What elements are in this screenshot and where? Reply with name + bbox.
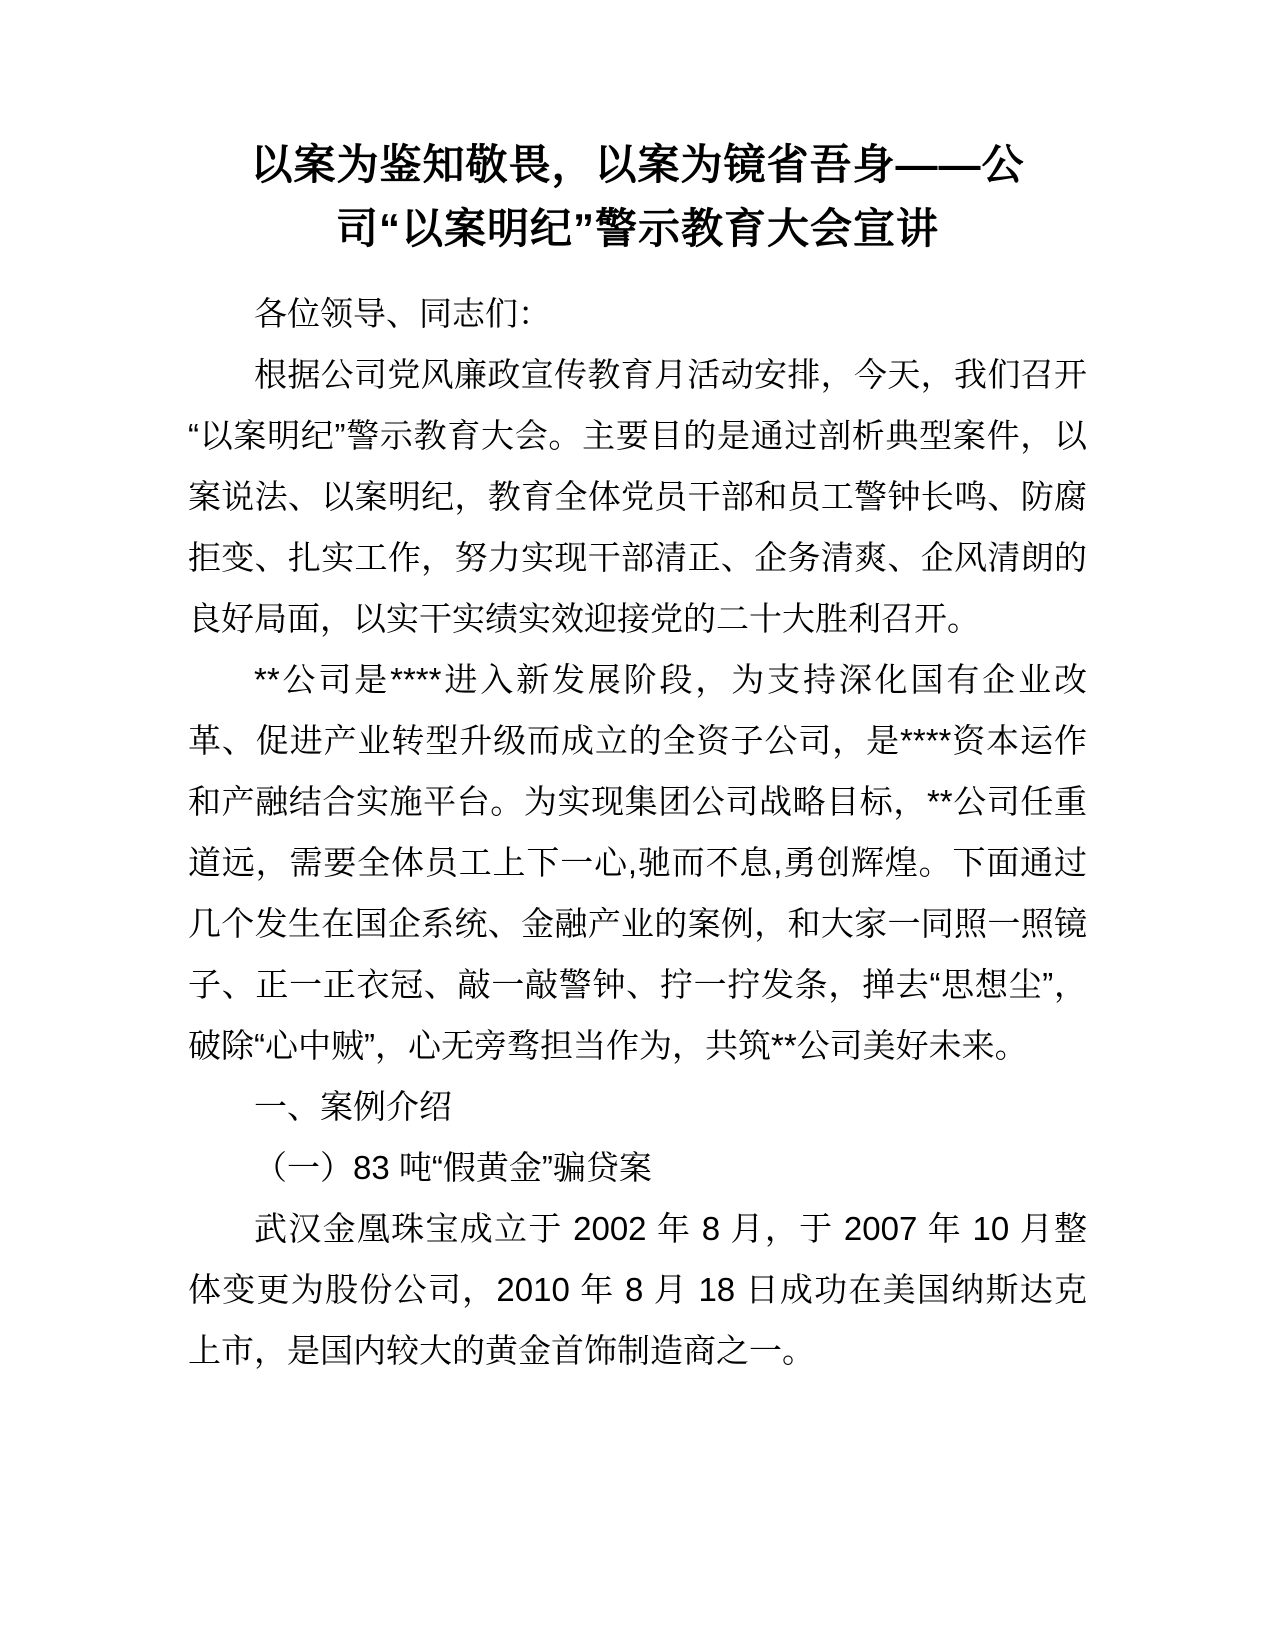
paragraph-kingold-history: 武汉金凰珠宝成立于 2002 年 8 月，于 2007 年 10 月整体变更为股份公司，2010 年 8 月 18 日成功在美国纳斯达克上市，是国内较大的黄金首饰制造商之一。: [188, 1210, 1087, 1369]
section-heading-case-introduction: 一、案例介绍: [254, 1088, 452, 1125]
paragraph-meeting-purpose: 根据公司党风廉政宣传教育月活动安排，今天，我们召开“以案明纪”警示教育大会。主要目的是通过剖析典型案件，以案说法、以案明纪，教育全体党员干部和员工警钟长鸣、防腐拒变、扎实工作，努力实现干部清正、企务清爽、企风清朗的良好局面，以实干实绩实效迎接党的二十大胜利召开。: [188, 356, 1087, 637]
subsection-heading-fake-gold-case: （一）83 吨“假黄金”骗贷案: [254, 1149, 652, 1186]
paragraph-company-background: **公司是****进入新发展阶段，为支持深化国有企业改革、促进产业转型升级而成立的全资子公司，是****资本运作和产融结合实施平台。为实现集团公司战略目标，**公司任重道远，需要全体员工上下一心,驰而不息,勇创辉煌。下面通过几个发生在国企系统、金融产业的案例，和大家一同照一照镜子、正一正衣冠、敲一敲警钟、拧一拧发条，掸去“思想尘”，破除“心中贼”，心无旁骛担当作为，共筑**公司美好未来。: [188, 661, 1087, 1064]
document-title: 以案为鉴知敬畏，以案为镜省吾身——公司“以案明纪”警示教育大会宣讲: [250, 141, 1025, 252]
paragraph-salutation: 各位领导、同志们：: [254, 295, 551, 332]
